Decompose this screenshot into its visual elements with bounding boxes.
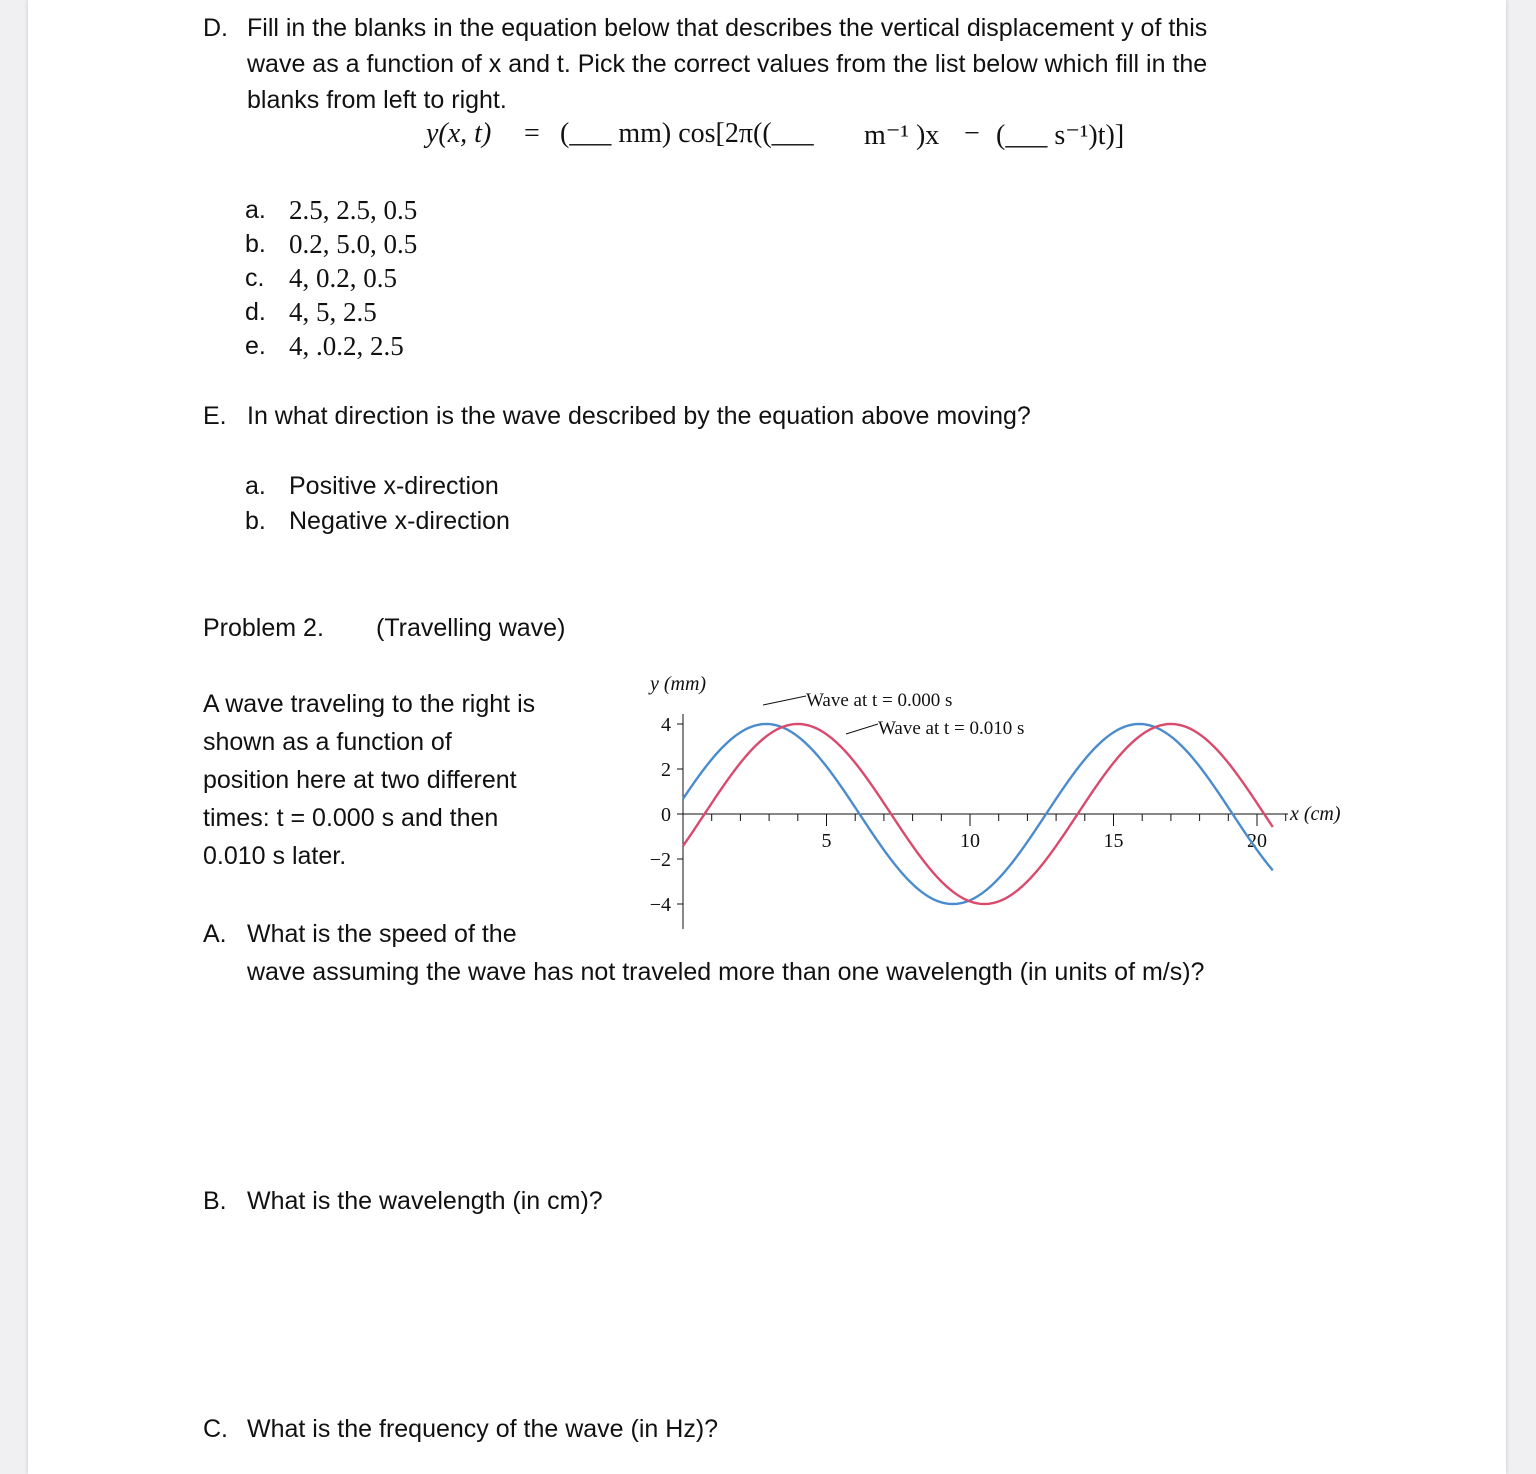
equation-amplitude-term: (___ mm) cos[2π((___	[560, 118, 814, 149]
legend-label-t0: Wave at t = 0.000 s	[806, 690, 953, 711]
option-letter: a.	[245, 472, 266, 500]
description-line-2: shown as a function of	[203, 728, 452, 756]
part-b-letter: B.	[203, 1187, 227, 1215]
x-tick-label: 5	[821, 830, 832, 852]
equation-frequency-term: (___ s⁻¹)t)]	[996, 120, 1125, 151]
legend-leader-t1	[846, 724, 878, 734]
option-letter: e.	[245, 332, 266, 360]
y-tick-label: 2	[661, 759, 671, 781]
option-value: 4, .0.2, 2.5	[289, 331, 404, 361]
equation-equals: =	[524, 118, 540, 149]
document-page	[28, 0, 1506, 1474]
part-b-question: What is the wavelength (in cm)?	[247, 1187, 603, 1215]
part-d-line-2: wave as a function of x and t. Pick the correct values from the list below which fill in the	[247, 50, 1208, 78]
description-line-4: times: t = 0.000 s and then	[203, 804, 499, 832]
option-d-d[interactable]	[245, 295, 377, 329]
y-tick-label: −4	[649, 894, 671, 916]
problem-2-subtitle: (Travelling wave)	[376, 614, 566, 642]
problem-2-title: Problem 2.	[203, 614, 324, 642]
option-value: 2.5, 2.5, 0.5	[289, 195, 418, 225]
option-value: 4, 0.2, 0.5	[289, 263, 397, 293]
option-value: 0.2, 5.0, 0.5	[289, 229, 418, 259]
option-e-a[interactable]	[245, 469, 499, 503]
option-d-c[interactable]	[245, 261, 397, 295]
option-d-a[interactable]	[245, 193, 418, 227]
part-c-letter: C.	[203, 1415, 228, 1443]
description-line-1: A wave traveling to the right is	[203, 690, 536, 718]
y-tick-label: 4	[661, 714, 671, 736]
part-a-line-1: What is the speed of the	[247, 920, 517, 948]
option-letter: a.	[245, 196, 266, 224]
part-e-letter: E.	[203, 402, 227, 430]
part-d-letter: D.	[203, 14, 228, 42]
x-axis-label: x (cm)	[1290, 803, 1341, 825]
option-value: Negative x-direction	[289, 507, 510, 535]
part-e-question: In what direction is the wave described by the equation above moving?	[247, 402, 1031, 430]
x-tick-label: 15	[1103, 830, 1124, 852]
option-letter: b.	[245, 230, 266, 258]
chart-ticks	[650, 714, 1286, 916]
option-e-b[interactable]	[245, 504, 510, 538]
option-value: 4, 5, 2.5	[289, 297, 377, 327]
description-line-3: position here at two different	[203, 766, 517, 794]
option-value: Positive x-direction	[289, 472, 499, 500]
equation-wavenumber-unit: m⁻¹ )x	[864, 120, 940, 151]
option-letter: b.	[245, 507, 266, 535]
y-tick-label: 0	[661, 804, 671, 826]
part-a-letter: A.	[203, 920, 227, 948]
part-c-question: What is the frequency of the wave (in Hz)?	[247, 1415, 719, 1443]
option-letter: c.	[245, 264, 265, 292]
y-axis-label: y (mm)	[650, 673, 707, 695]
part-a-line-2: wave assuming the wave has not traveled more than one wavelength (in units of m/s)?	[247, 958, 1205, 986]
option-letter: d.	[245, 298, 266, 326]
option-d-e[interactable]	[245, 329, 404, 363]
legend-label-t1: Wave at t = 0.010 s	[878, 718, 1025, 739]
x-tick-label: 10	[960, 830, 980, 852]
y-tick-label: −2	[649, 849, 671, 871]
legend-leader-t0	[763, 696, 806, 705]
option-d-b[interactable]	[245, 227, 418, 261]
part-d-line-3: blanks from left to right.	[247, 86, 507, 114]
wave-chart	[588, 660, 1368, 935]
chart-axes	[683, 714, 1288, 929]
equation-lhs: y(x, t)	[426, 118, 492, 149]
description-line-5: 0.010 s later.	[203, 842, 347, 870]
equation-minus: −	[964, 118, 980, 149]
part-d-line-1: Fill in the blanks in the equation below that describes the vertical displacement y of this	[247, 14, 1208, 42]
x-tick-label: 20	[1247, 830, 1267, 852]
